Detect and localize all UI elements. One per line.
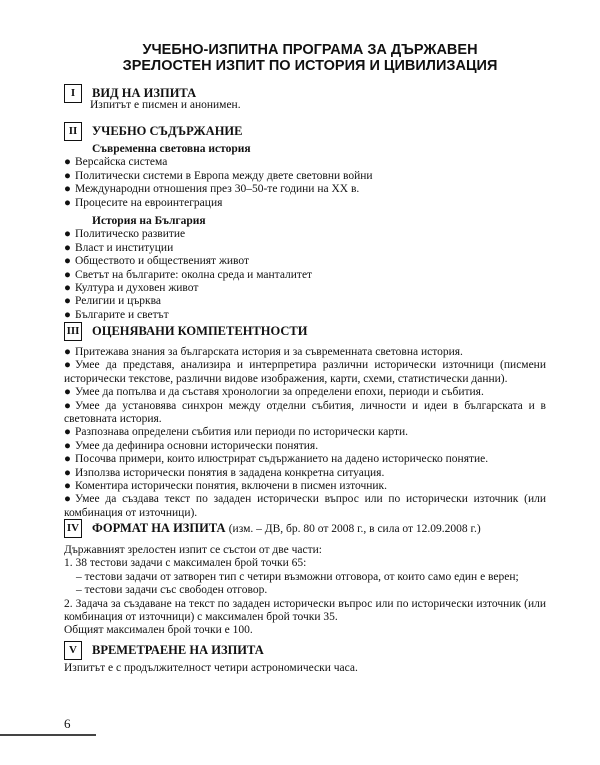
- list-item: ● Използва исторически понятия в зададена конкретна ситуация.: [64, 466, 385, 479]
- section-4-content: [64, 544, 546, 638]
- list-item: ● Умее да дефинира основни исторически понятия.: [64, 439, 319, 452]
- competences-list: [64, 346, 546, 520]
- list-item: ● Политическо развитие: [64, 228, 186, 241]
- section-3-title: ОЦЕНЯВАНИ КОМПЕТЕНТНОСТИ: [92, 324, 308, 338]
- section-5-title: ВРЕМЕТРАЕНЕ НА ИЗПИТА: [92, 643, 264, 657]
- list-item: ● Посочва примери, които илюстрират съдържанието на дадено историческо понятие.: [64, 453, 489, 466]
- title-line-1: УЧЕБНО-ИЗПИТНА ПРОГРАМА ЗА ДЪРЖАВЕН: [142, 42, 478, 58]
- list-item: ● Умее да създава текст по зададен исторически въпрос или по исторически източник (или комбинация от източници).: [64, 493, 546, 519]
- list-item: ● Политически системи в Европа между двете световни войни: [64, 169, 373, 182]
- subheading-world-history: Съвременна световна история: [92, 143, 251, 155]
- section-2-content: [64, 143, 546, 322]
- subheading-bulgarian-history: История на България: [92, 215, 206, 228]
- footer-rule: [0, 734, 96, 736]
- format-part-1: 1. 38 тестови задачи с максимален брой точки 65:: [64, 557, 307, 570]
- page-number: 6: [64, 716, 71, 731]
- list-item: ● Процесите на евроинтеграция: [64, 196, 223, 209]
- list-item: ● Коментира исторически понятия, включени в писмен източник.: [64, 480, 388, 493]
- list-item: ● Версайска система: [64, 156, 168, 169]
- bulgarian-history-list: [64, 228, 546, 322]
- format-part-1b: – тестови задачи със свободен отговор.: [76, 584, 268, 597]
- list-item: ● Власт и институции: [64, 241, 174, 254]
- format-part-1a: – тестови задачи от затворен тип с четири възможни отговора, от които само един е верен;: [76, 570, 519, 583]
- list-item: ● Умее да установява синхрон между отделни събития, личности и идеи в българската и в световната история.: [64, 399, 546, 426]
- section-4-title: ФОРМАТ НА ИЗПИТА (изм. – ДВ, бр. 80 от 2008 г., в сила от 12.09.2008 г.): [92, 521, 481, 535]
- section-3-number: III: [64, 322, 82, 341]
- title-line-2: ЗРЕЛОСТЕН ИЗПИТ ПО ИСТОРИЯ И ЦИВИЛИЗАЦИЯ: [122, 58, 498, 74]
- section-5-text: Изпитът е с продължителност четири астрономически часа.: [64, 662, 358, 674]
- list-item: ● Религии и църква: [64, 295, 161, 308]
- list-item: ● Българите и светът: [64, 308, 169, 321]
- section-2-title: УЧЕБНО СЪДЪРЖАНИЕ: [92, 124, 243, 138]
- list-item: ● Разпознава определени събития или периоди по исторически карти.: [64, 426, 409, 439]
- list-item: ● Умее да представя, анализира и интерпретира различни исторически източници (писмени исторически текстове, различни видове изображения, карти, схеми, статистически данни).: [64, 359, 546, 385]
- section-1-text: Изпитът е писмен и анонимен.: [90, 99, 241, 111]
- list-item: ● Международни отношения през 30–50-те години на XX в.: [64, 183, 360, 196]
- section-2-number: II: [64, 122, 82, 141]
- list-item: ● Обществото и общественият живот: [64, 255, 250, 268]
- list-item: ● Умее да попълва и да съставя хронологии за определени епохи, периоди и събития.: [64, 386, 484, 399]
- list-item: ● Култура и духовен живот: [64, 282, 199, 295]
- section-1-title: ВИД НА ИЗПИТА: [92, 86, 197, 100]
- section-4-amendment-note: (изм. – ДВ, бр. 80 от 2008 г., в сила от 12.09.2008 г.): [228, 523, 481, 535]
- section-5-number: V: [64, 641, 82, 660]
- format-intro: Държавният зрелостен изпит се състои от две части:: [64, 544, 322, 556]
- world-history-list: [64, 156, 546, 210]
- page-title: [60, 42, 560, 74]
- section-3-content: [64, 346, 546, 520]
- section-1-number: I: [64, 84, 82, 103]
- format-part-2: 2. Задача за създаване на текст по зададен исторически въпрос или по исторически източник (или комбинация от източници) с максимален брой точки 35.: [64, 597, 546, 624]
- list-item: ● Светът на българите: околна среда и манталитет: [64, 268, 313, 281]
- list-item: ● Притежава знания за българската история и за съвременната световна история.: [64, 346, 463, 358]
- section-4-number: IV: [64, 519, 82, 538]
- format-total-points: Общият максимален брой точки е 100.: [64, 624, 253, 637]
